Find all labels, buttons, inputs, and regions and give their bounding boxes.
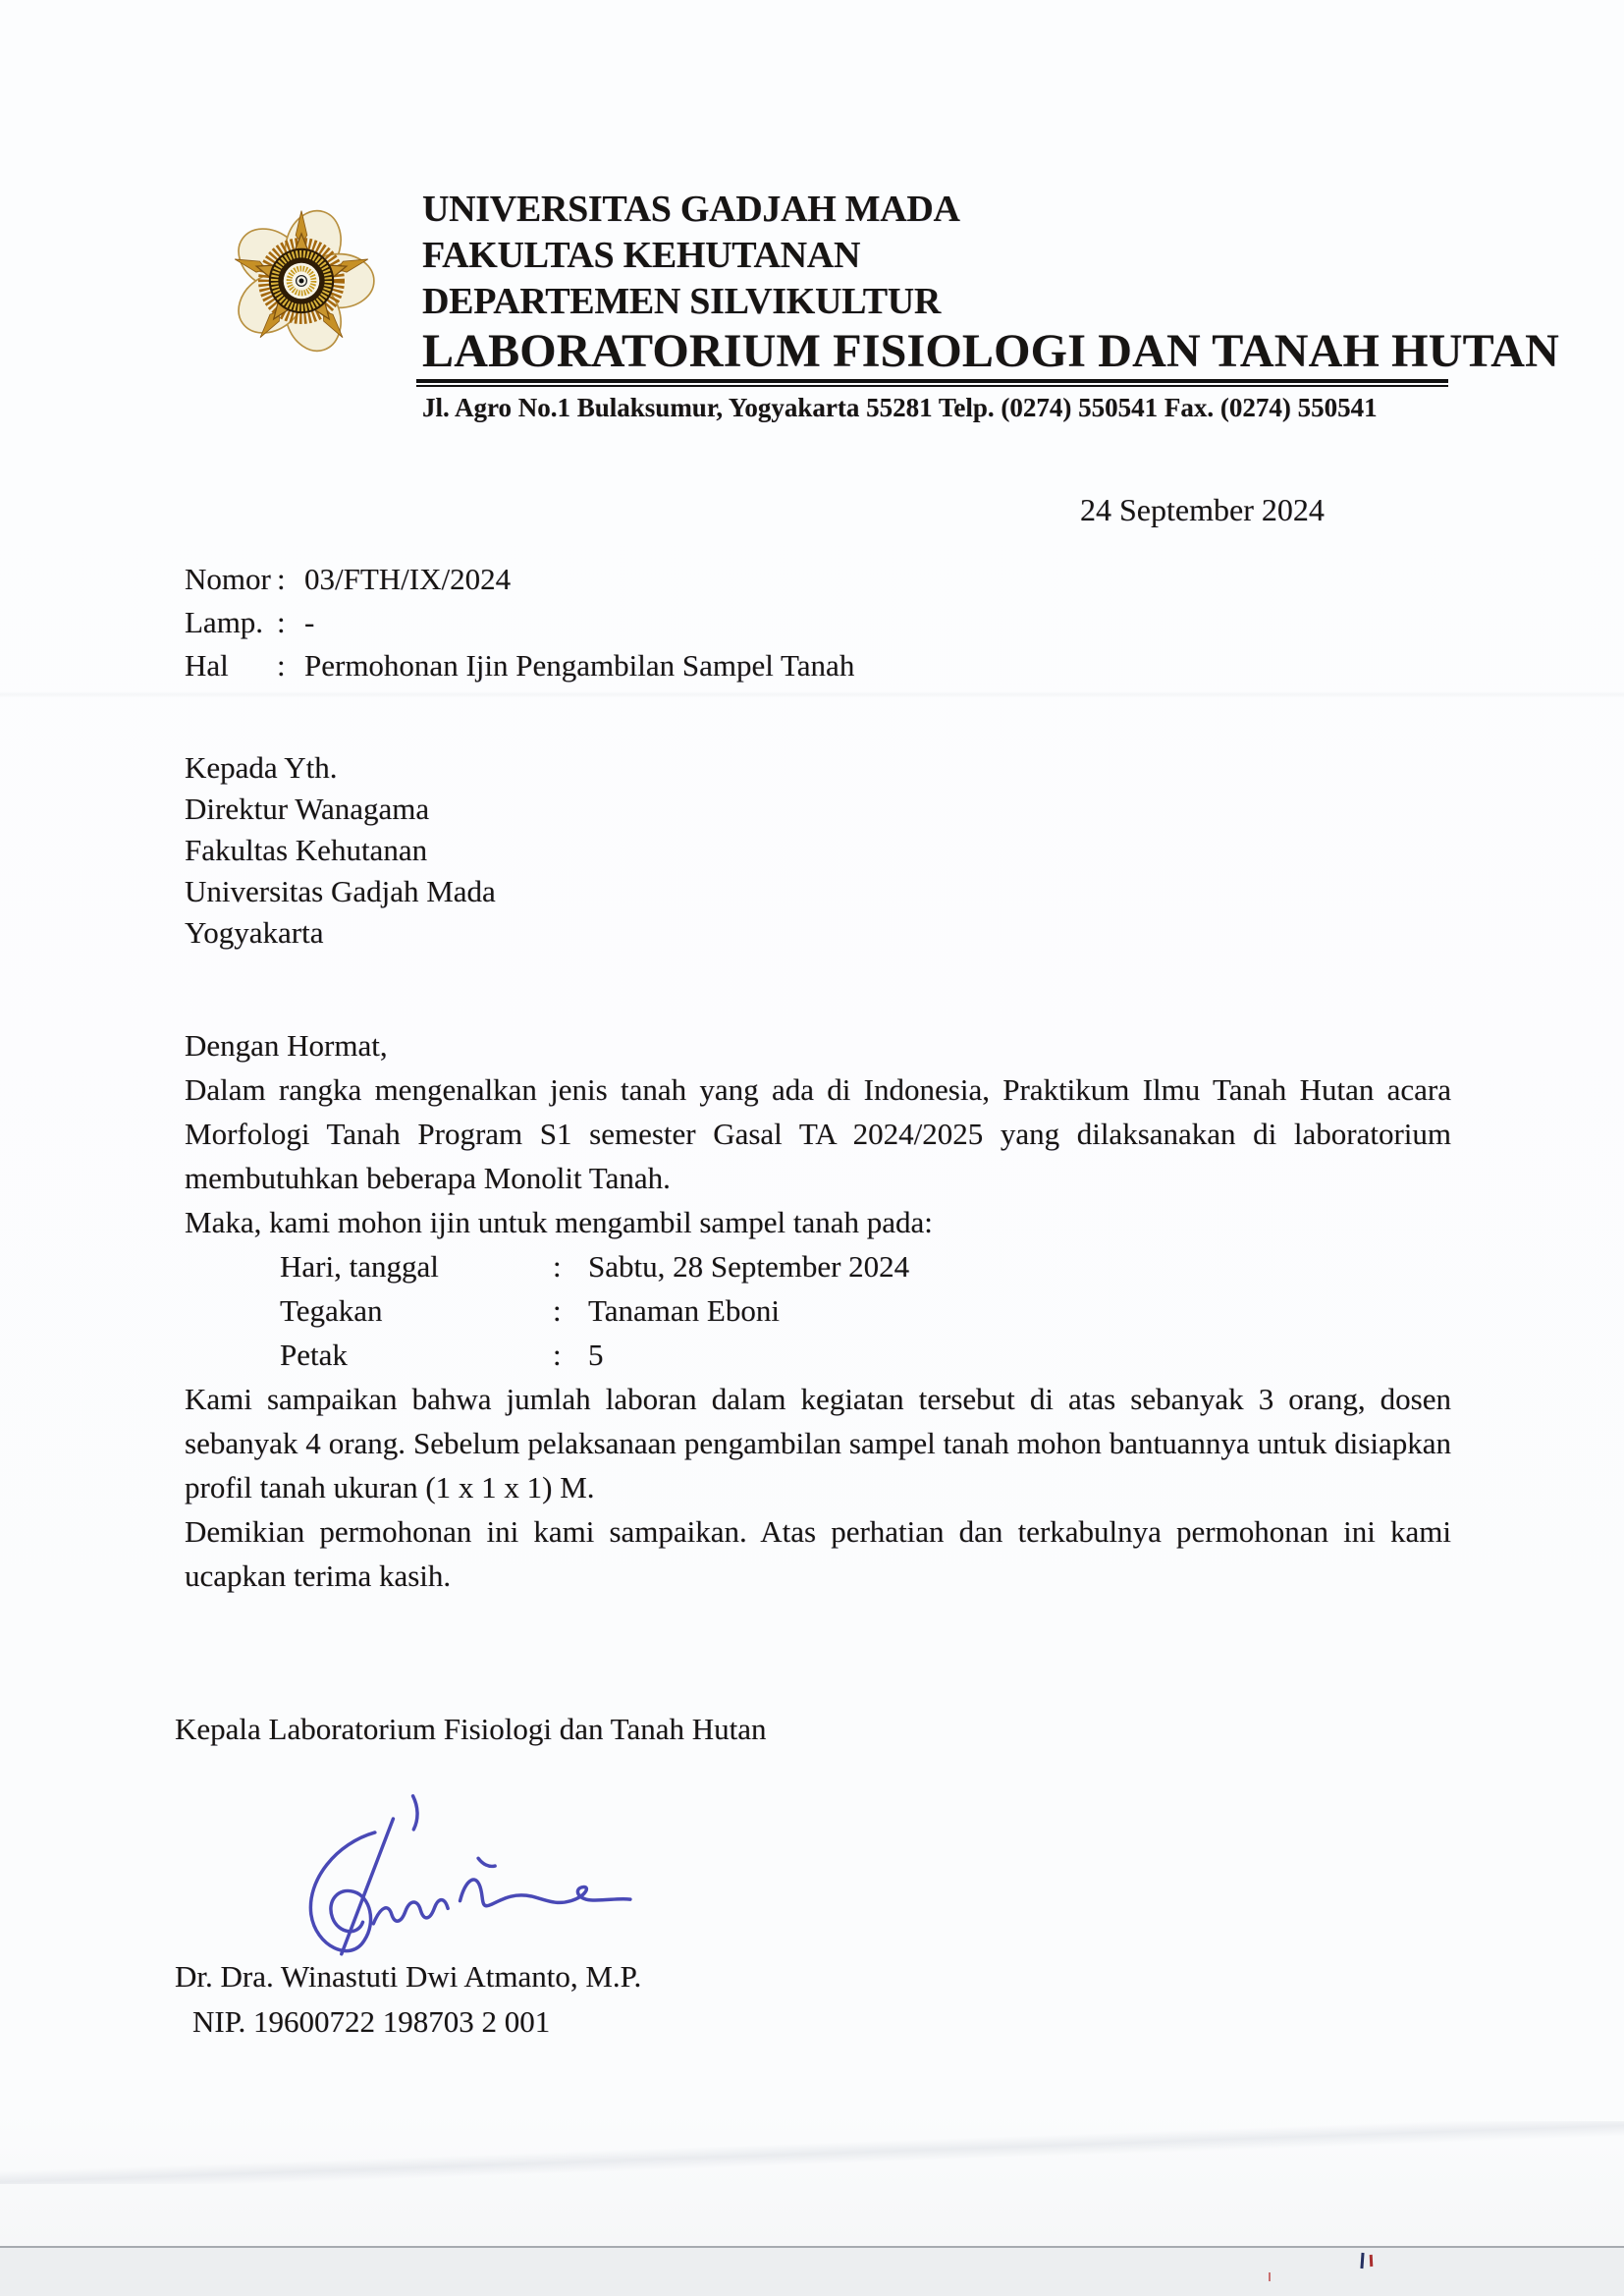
recipient-line: Universitas Gadjah Mada — [185, 874, 496, 908]
detail-label: Tegakan — [280, 1293, 383, 1328]
meta-value: Permohonan Ijin Pengambilan Sampel Tanah — [304, 648, 855, 683]
request-details — [185, 1244, 1451, 1377]
detail-label: Petak — [280, 1338, 348, 1372]
signer-name: Dr. Dra. Winastuti Dwi Atmanto, M.P. — [175, 1959, 642, 1994]
letterhead-rule — [416, 379, 1448, 387]
faculty-name: FAKULTAS KEHUTANAN — [422, 235, 861, 276]
detail-value: 5 — [588, 1338, 604, 1372]
recipient-line: Yogyakarta — [185, 915, 324, 950]
detail-row-hari — [280, 1244, 1451, 1288]
meta-row-nomor — [185, 558, 854, 601]
signer-nip: NIP. 19600722 198703 2 001 — [192, 2004, 551, 2039]
body-paragraph-1: Dalam rangka mengenalkan jenis tanah yang ada di Indonesia, Praktikum Ilmu Tanah Hutan acara Morfologi Tanah Program S1 semester Gasal TA 2024/2025 yang dilaksanakan di laboratorium membutuhkan beberapa Monolit Tanah. — [185, 1072, 1451, 1195]
recipient-line: Fakultas Kehutanan — [185, 833, 428, 867]
letter-meta — [185, 558, 854, 687]
detail-label: Hari, tanggal — [280, 1249, 439, 1284]
department-name: DEPARTEMEN SILVIKULTUR — [422, 281, 942, 322]
paper-crease — [0, 687, 1624, 701]
body-paragraph-2: Kami sampaikan bahwa jumlah laboran dalam kegiatan tersebut di atas sebanyak 3 orang, dosen sebanyak 4 orang. Sebelum pelaksanaan pengambilan sampel tanah mohon bantuannya untuk disiapkan profil tanah ukuran (1 x 1 x 1) M. — [185, 1382, 1451, 1504]
request-intro: Maka, kami mohon ijin untuk mengambil sampel tanah pada: — [185, 1205, 933, 1239]
meta-colon: : — [277, 605, 286, 639]
laboratory-name: LABORATORIUM FISIOLOGI DAN TANAH HUTAN — [422, 325, 1559, 377]
recipient-line: Direktur Wanagama — [185, 792, 430, 826]
body-paragraph-3: Demikian permohonan ini kami sampaikan. Atas perhatian dan terkabulnya permohonan ini kami ucapkan terima kasih. — [185, 1514, 1451, 1593]
meta-value: 03/FTH/IX/2024 — [304, 562, 512, 596]
meta-value: - — [304, 605, 315, 639]
detail-value: Sabtu, 28 September 2024 — [588, 1249, 910, 1284]
detail-colon: : — [553, 1293, 562, 1328]
scan-edge-strip — [0, 2248, 1624, 2296]
scan-artifact-red-tick — [1370, 2255, 1374, 2267]
letterhead-address: Jl. Agro No.1 Bulaksumur, Yogyakarta 55281 Telp. (0274) 550541 Fax. (0274) 550541 — [422, 393, 1378, 422]
letter-date: 24 September 2024 — [1080, 492, 1325, 527]
university-name: UNIVERSITAS GADJAH MADA — [422, 189, 960, 230]
meta-colon: : — [277, 562, 286, 596]
detail-colon: : — [553, 1249, 562, 1284]
signer-title: Kepala Laboratorium Fisiologi dan Tanah Hutan — [175, 1712, 767, 1746]
detail-row-petak — [280, 1333, 1451, 1377]
meta-label: Hal — [185, 648, 229, 683]
center-medallion — [269, 248, 334, 313]
meta-row-lamp — [185, 601, 854, 644]
recipient-line: Kepada Yth. — [185, 750, 338, 785]
letterhead-org — [422, 187, 960, 325]
meta-colon: : — [277, 648, 286, 683]
detail-row-tegakan — [280, 1288, 1451, 1333]
ugm-emblem-logo — [220, 199, 383, 362]
paper-crease — [0, 2121, 1624, 2184]
scan-artifact-red-speck — [1269, 2272, 1271, 2281]
recipient-block — [185, 747, 496, 954]
meta-label: Lamp. — [185, 605, 264, 639]
salutation: Dengan Hormat, — [185, 1028, 388, 1063]
meta-label: Nomor — [185, 562, 271, 596]
detail-colon: : — [553, 1338, 562, 1372]
letter-body — [185, 1023, 1451, 1598]
detail-value: Tanaman Eboni — [588, 1293, 780, 1328]
meta-row-hal — [185, 644, 854, 687]
handwritten-signature — [263, 1785, 654, 1960]
